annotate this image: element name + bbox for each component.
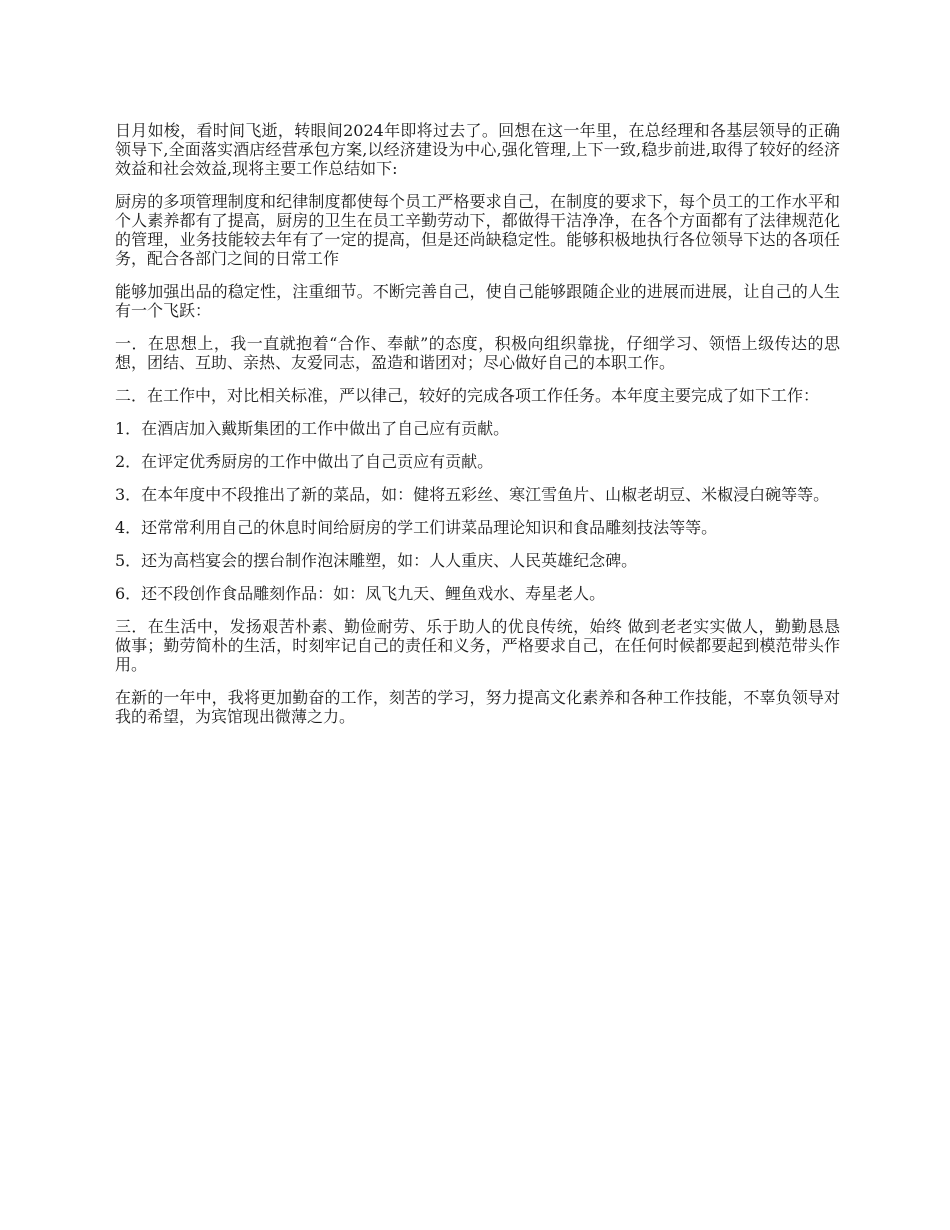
paragraph-intro: 日月如梭，看时间飞逝，转眼间2024年即将过去了。回想在这一年里，在总经理和各基层领导的正确领导下,全面落实酒店经营承包方案,以经济建设为中心,强化管理,上下一致,稳步前进,取得了较好的经济效益和社会效益,现将主要工作总结如下: xyxy=(115,121,840,178)
paragraph-work: 二．在工作中，对比相关标准，严以律己，较好的完成各项工作任务。本年度主要完成了如下工作： xyxy=(115,386,820,405)
list-item-5: 5．还为高档宴会的摆台制作泡沫雕塑，如：人人重庆、人民英雄纪念碑。 xyxy=(115,551,638,570)
list-item-1: 1．在酒店加入戴斯集团的工作中做出了自己应有贡献。 xyxy=(115,419,510,438)
document-body xyxy=(115,121,840,740)
paragraph-conclusion: 在新的一年中，我将更加勤奋的工作，刻苦的学习，努力提高文化素养和各种工作技能，不辜负领导对我的希望，为宾馆现出微薄之力。 xyxy=(115,688,840,726)
paragraph-ideology: 一．在思想上，我一直就抱着“合作、奉献”的态度，积极向组织靠拢，仔细学习、领悟上级传达的思想，团结、互助、亲热、友爱同志，盈造和谐团对；尽心做好自己的本职工作。 xyxy=(115,334,840,372)
paragraph-kitchen-management: 厨房的多项管理制度和纪律制度都使每个员工严格要求自己，在制度的要求下，每个员工的工作水平和个人素养都有了提高，厨房的卫生在员工辛勤劳动下，都做得干洁净净，在各个方面都有了法律规范化的管理，业务技能较去年有了一定的提高，但是还尚缺稳定性。能够积极地执行各位领导下达的各项任务，配合各部门之间的日常工作 xyxy=(115,192,840,268)
list-item-4: 4．还常常利用自己的休息时间给厨房的学工们讲菜品理论知识和食品雕刻技法等等。 xyxy=(115,518,718,537)
paragraph-product-stability: 能够加强出品的稳定性，注重细节。不断完善自己，使自己能够跟随企业的进展而进展，让自己的人生有一个飞跃： xyxy=(115,282,840,320)
list-item-3: 3．在本年度中不段推出了新的菜品，如：健将五彩丝、寒江雪鱼片、山椒老胡豆、米椒浸白碗等等。 xyxy=(115,485,830,504)
list-item-2: 2．在评定优秀厨房的工作中做出了自己贡应有贡献。 xyxy=(115,452,494,471)
list-item-6: 6．还不段创作食品雕刻作品：如：凤飞九天、鲤鱼戏水、寿星老人。 xyxy=(115,584,606,603)
paragraph-life: 三．在生活中，发扬艰苦朴素、勤俭耐劳、乐于助人的优良传统，始终 做到老老实实做人，勤勤恳恳做事；勤劳简朴的生活，时刻牢记自己的责任和义务，严格要求自己，在任何时候都要起到模范带头作用。 xyxy=(115,617,840,674)
